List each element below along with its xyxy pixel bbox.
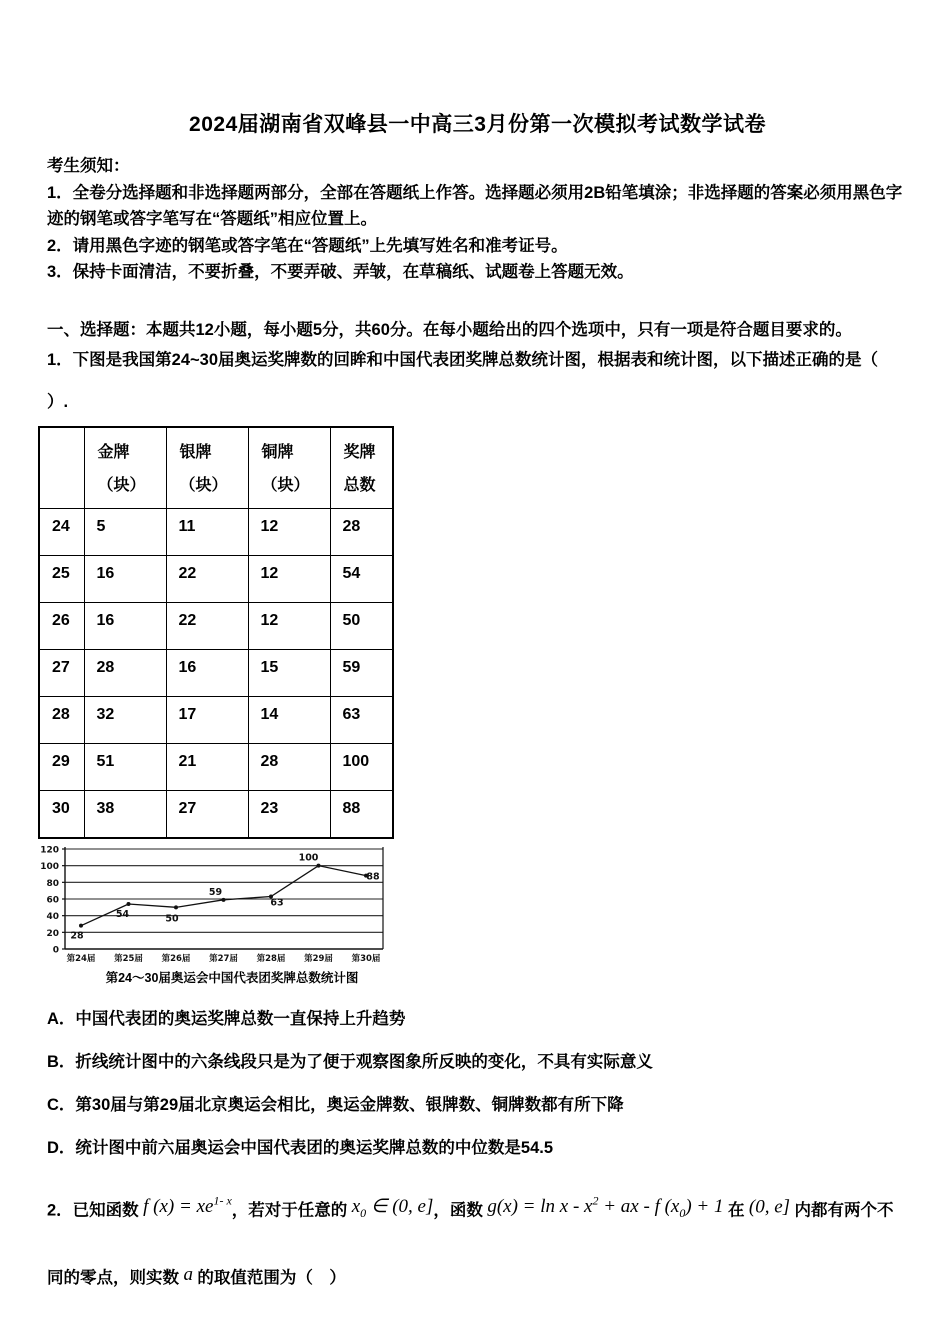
chart-data-label: 88 (366, 871, 380, 883)
table-cell: 16 (166, 650, 248, 697)
chart-data-label: 54 (115, 908, 130, 920)
chart-caption: 第24～30届奥运会中国代表团奖牌总数统计图 (105, 970, 359, 985)
table-cell: 12 (248, 556, 330, 603)
notice-item-3: 3．保持卡面清洁，不要折叠，不要弄破、弄皱，在草稿纸、试题卷上答题无效。 (47, 263, 634, 281)
chart-ytick-label: 80 (46, 878, 59, 889)
chart-data-point (174, 905, 178, 909)
table-row (39, 744, 393, 791)
table-row (39, 509, 393, 556)
question-1-text: 1．下图是我国第24~30届奥运奖牌数的回眸和中国代表团奖牌总数统计图，根据表和统计图，以下描述正确的是（ (47, 350, 879, 369)
table-cell: 22 (166, 556, 248, 603)
table-corner-cell (39, 427, 84, 509)
question-1-options (47, 1005, 908, 1158)
question-2-text-2: ，函数 (433, 1200, 483, 1219)
question-2-lead: 2．已知函数 (47, 1200, 139, 1219)
table-cell: 28 (330, 509, 393, 556)
table-cell: 30 (39, 791, 84, 838)
table-row (39, 697, 393, 744)
formula-f-of-x: f $(x) = xe^{1- x}$ (143, 1193, 232, 1217)
formula-x0-domain: $x_0$ ∈ (0, e] (351, 1195, 434, 1220)
formula-variable-a: a (183, 1263, 193, 1285)
medal-count-table (38, 426, 394, 839)
table-cell: 38 (84, 791, 166, 838)
chart-xtick-label: 第24届 (66, 953, 96, 964)
chart-data-point (222, 897, 226, 901)
question-2-text-1: ，若对于任意的 (231, 1200, 348, 1219)
table-row (39, 650, 393, 697)
chart-ytick-label: 120 (40, 845, 59, 855)
table-cell: 27 (166, 791, 248, 838)
chart-data-label: 28 (70, 930, 84, 942)
table-header-cell: 奖牌 总数 (330, 427, 393, 509)
chart-data-point (127, 902, 131, 906)
chart-xtick-label: 第26届 (161, 953, 191, 964)
question-2-text-6: 的取值范围为（ ） (197, 1268, 346, 1287)
table-cell: 14 (248, 697, 330, 744)
question-2-text-4: 内都有两个不 (794, 1200, 894, 1219)
notice-section (47, 153, 908, 286)
option-a: A．中国代表团的奥运奖牌总数一直保持上升趋势 (47, 1009, 406, 1028)
formula-interval: (0, e] (748, 1195, 791, 1217)
table-cell: 63 (330, 697, 393, 744)
question-2-line-2 (47, 1260, 908, 1294)
table-cell: 28 (39, 697, 84, 744)
chart-xtick-label: 第29届 (304, 953, 333, 964)
table-header-cell: 铜牌 （块） (248, 427, 330, 509)
chart-ytick-label: 40 (46, 911, 59, 922)
table-cell: 28 (248, 744, 330, 791)
formula-g-of-x: $g(x) = \ln x - x^2$ + ax - f $(x_0) + 1$ (487, 1193, 724, 1220)
table-cell: 16 (84, 556, 166, 603)
table-cell: 12 (248, 509, 330, 556)
chart-ytick-label: 0 (52, 945, 59, 955)
notice-item-2: 2．请用黑色字迹的钢笔或答字笔在“答题纸”上先填写姓名和准考证号。 (47, 236, 568, 255)
table-cell: 25 (39, 556, 84, 603)
table-cell: 15 (248, 650, 330, 697)
line-chart-canvas (35, 843, 401, 967)
chart-ytick-label: 20 (46, 928, 59, 939)
table-cell: 22 (166, 603, 248, 650)
chart-xtick-label: 第30届 (351, 953, 381, 964)
table-cell: 88 (330, 791, 393, 838)
table-cell: 17 (166, 697, 248, 744)
table-header-cell: 银牌 （块） (166, 427, 248, 509)
question-1-text-continued: ）. (47, 392, 69, 411)
table-cell: 16 (84, 603, 166, 650)
table-row (39, 791, 393, 838)
table-header-cell: 金牌 （块） (84, 427, 166, 509)
notice-item-1: 1．全卷分选择题和非选择题两部分，全部在答题纸上作答。选择题必须用2B铅笔填涂；非选择题的答案必须用黑色字迹的钢笔或答字笔写在“答题纸”相应位置上。 (47, 183, 903, 228)
chart-data-label: 100 (298, 852, 319, 864)
chart-data-point (317, 863, 321, 867)
table-cell: 32 (84, 697, 166, 744)
chart-data-label: 59 (208, 886, 223, 898)
chart-ytick-label: 60 (46, 895, 59, 905)
table-cell: 23 (248, 791, 330, 838)
table-row (39, 556, 393, 603)
chart-xtick-label: 第25届 (114, 953, 143, 964)
question-2-line-1 (47, 1184, 908, 1230)
table-cell: 11 (166, 509, 248, 556)
question-2 (47, 1184, 908, 1294)
table-cell: 12 (248, 603, 330, 650)
chart-data-label: 50 (165, 912, 179, 924)
chart-xtick-label: 第28届 (256, 953, 286, 964)
table-cell: 59 (330, 650, 393, 697)
table-row (39, 603, 393, 650)
table-cell: 24 (39, 509, 84, 556)
medal-total-line-chart (35, 843, 401, 986)
option-b: B．折线统计图中的六条线段只是为了便于观察图象所反映的变化，不具有实际意义 (47, 1052, 653, 1071)
chart-data-label: 63 (270, 897, 284, 908)
chart-xtick-label: 第27届 (209, 953, 238, 964)
question-2-text-3: 在 (727, 1200, 745, 1219)
section-1-heading: 一、选择题：本题共12小题，每小题5分，共60分。在每小题给出的四个选项中，只有一项是符合题目要求的。 (47, 320, 852, 339)
table-header-row (39, 427, 393, 509)
chart-data-point (79, 923, 83, 927)
chart-ytick-label: 100 (40, 861, 59, 872)
option-d: D．统计图中前六届奥运会中国代表团的奥运奖牌总数的中位数是54.5 (47, 1138, 554, 1157)
table-cell: 28 (84, 650, 166, 697)
table-cell: 21 (166, 744, 248, 791)
question-2-text-5: 同的零点，则实数 (47, 1268, 179, 1287)
table-cell: 50 (330, 603, 393, 650)
table-cell: 100 (330, 744, 393, 791)
table-cell: 5 (84, 509, 166, 556)
notice-heading: 考生须知： (47, 157, 130, 175)
table-cell: 51 (84, 744, 166, 791)
option-c: C．第30届与第29届北京奥运会相比，奥运金牌数、银牌数、铜牌数都有所下降 (47, 1095, 624, 1114)
table-cell: 26 (39, 603, 84, 650)
table-cell: 27 (39, 650, 84, 697)
table-cell: 29 (39, 744, 84, 791)
table-cell: 54 (330, 556, 393, 603)
page-title: 2024届湖南省双峰县一中高三3月份第一次模拟考试数学试卷 (189, 113, 766, 136)
